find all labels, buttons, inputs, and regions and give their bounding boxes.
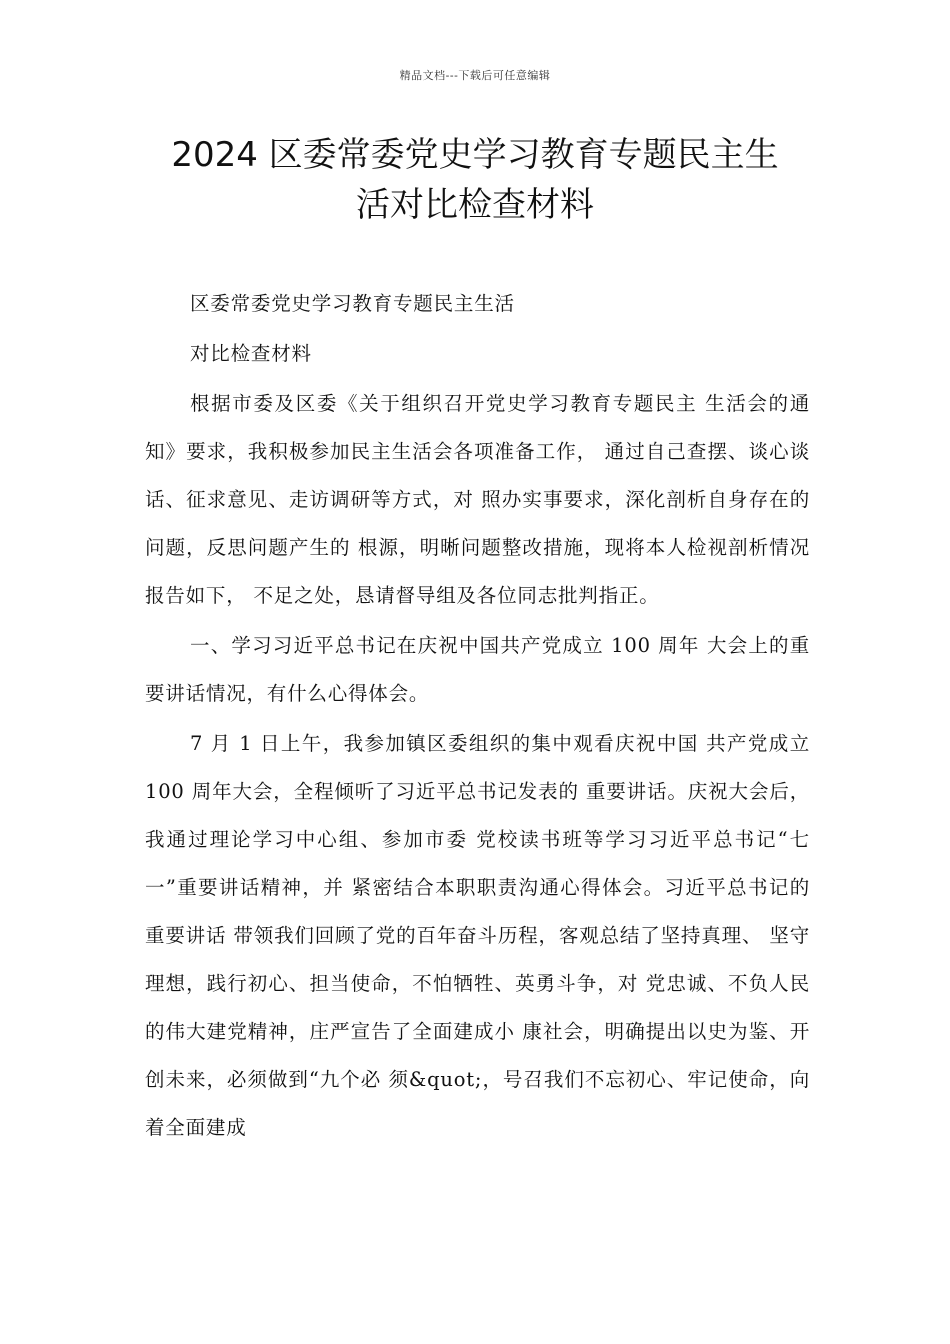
title-line-1: 2024 区委常委党史学习教育专题民主生 bbox=[171, 135, 779, 175]
paragraph-section-body: 7 月 1 日上午，我参加镇区委组织的集中观看庆祝中国 共产党成立 100 周年大会，全程倾听了习近平总书记发表的 重要讲话。庆祝大会后，我通过理论学习中心组、参加市委 党校读书班等学习习近平总书记“七一”重要讲话精神，并 紧密结合本职职责沟通心得体会。习近平总书记的重要讲话 带领我们回顾了党的百年奋斗历程，客观总结了坚持真理、 坚守理想，践行初心、担当使命，不怕牺牲、英勇斗争，对 党忠诚、不负人民的伟大建党精神，庄严宣告了全面建成小 康社会，明确提出以史为鉴、开创未来，必须做到“九个必 须&quot;，号召我们不忘初心、牢记使命，向着全面建成 bbox=[145, 732, 810, 1139]
paragraph-section-heading: 一、学习习近平总书记在庆祝中国共产党成立 100 周年 大会上的重要讲话情况，有什么心得体会。 bbox=[145, 634, 810, 705]
paragraph-intro: 根据市委及区委《关于组织召开党史学习教育专题民主 生活会的通知》要求，我积极参加民主生活会各项准备工作， 通过自己查摆、谈心谈话、征求意见、走访调研等方式，对 照办实事要求，深化剖析自身存在的问题，反思问题产生的 根源，明晰问题整改措施，现将本人检视剖析情况报告如下， 不足之处，恳请督导组及各位同志批判指正。 bbox=[145, 392, 810, 607]
paragraph-subtitle-2: 对比检查材料 bbox=[190, 342, 312, 365]
document-body bbox=[145, 280, 810, 1152]
paragraph-subtitle-1: 区委常委党史学习教育专题民主生活 bbox=[190, 292, 515, 315]
document-title bbox=[100, 130, 850, 230]
header-note: 精品文档---下载后可任意编辑 bbox=[399, 69, 551, 82]
title-line-2: 活对比检查材料 bbox=[356, 185, 594, 225]
